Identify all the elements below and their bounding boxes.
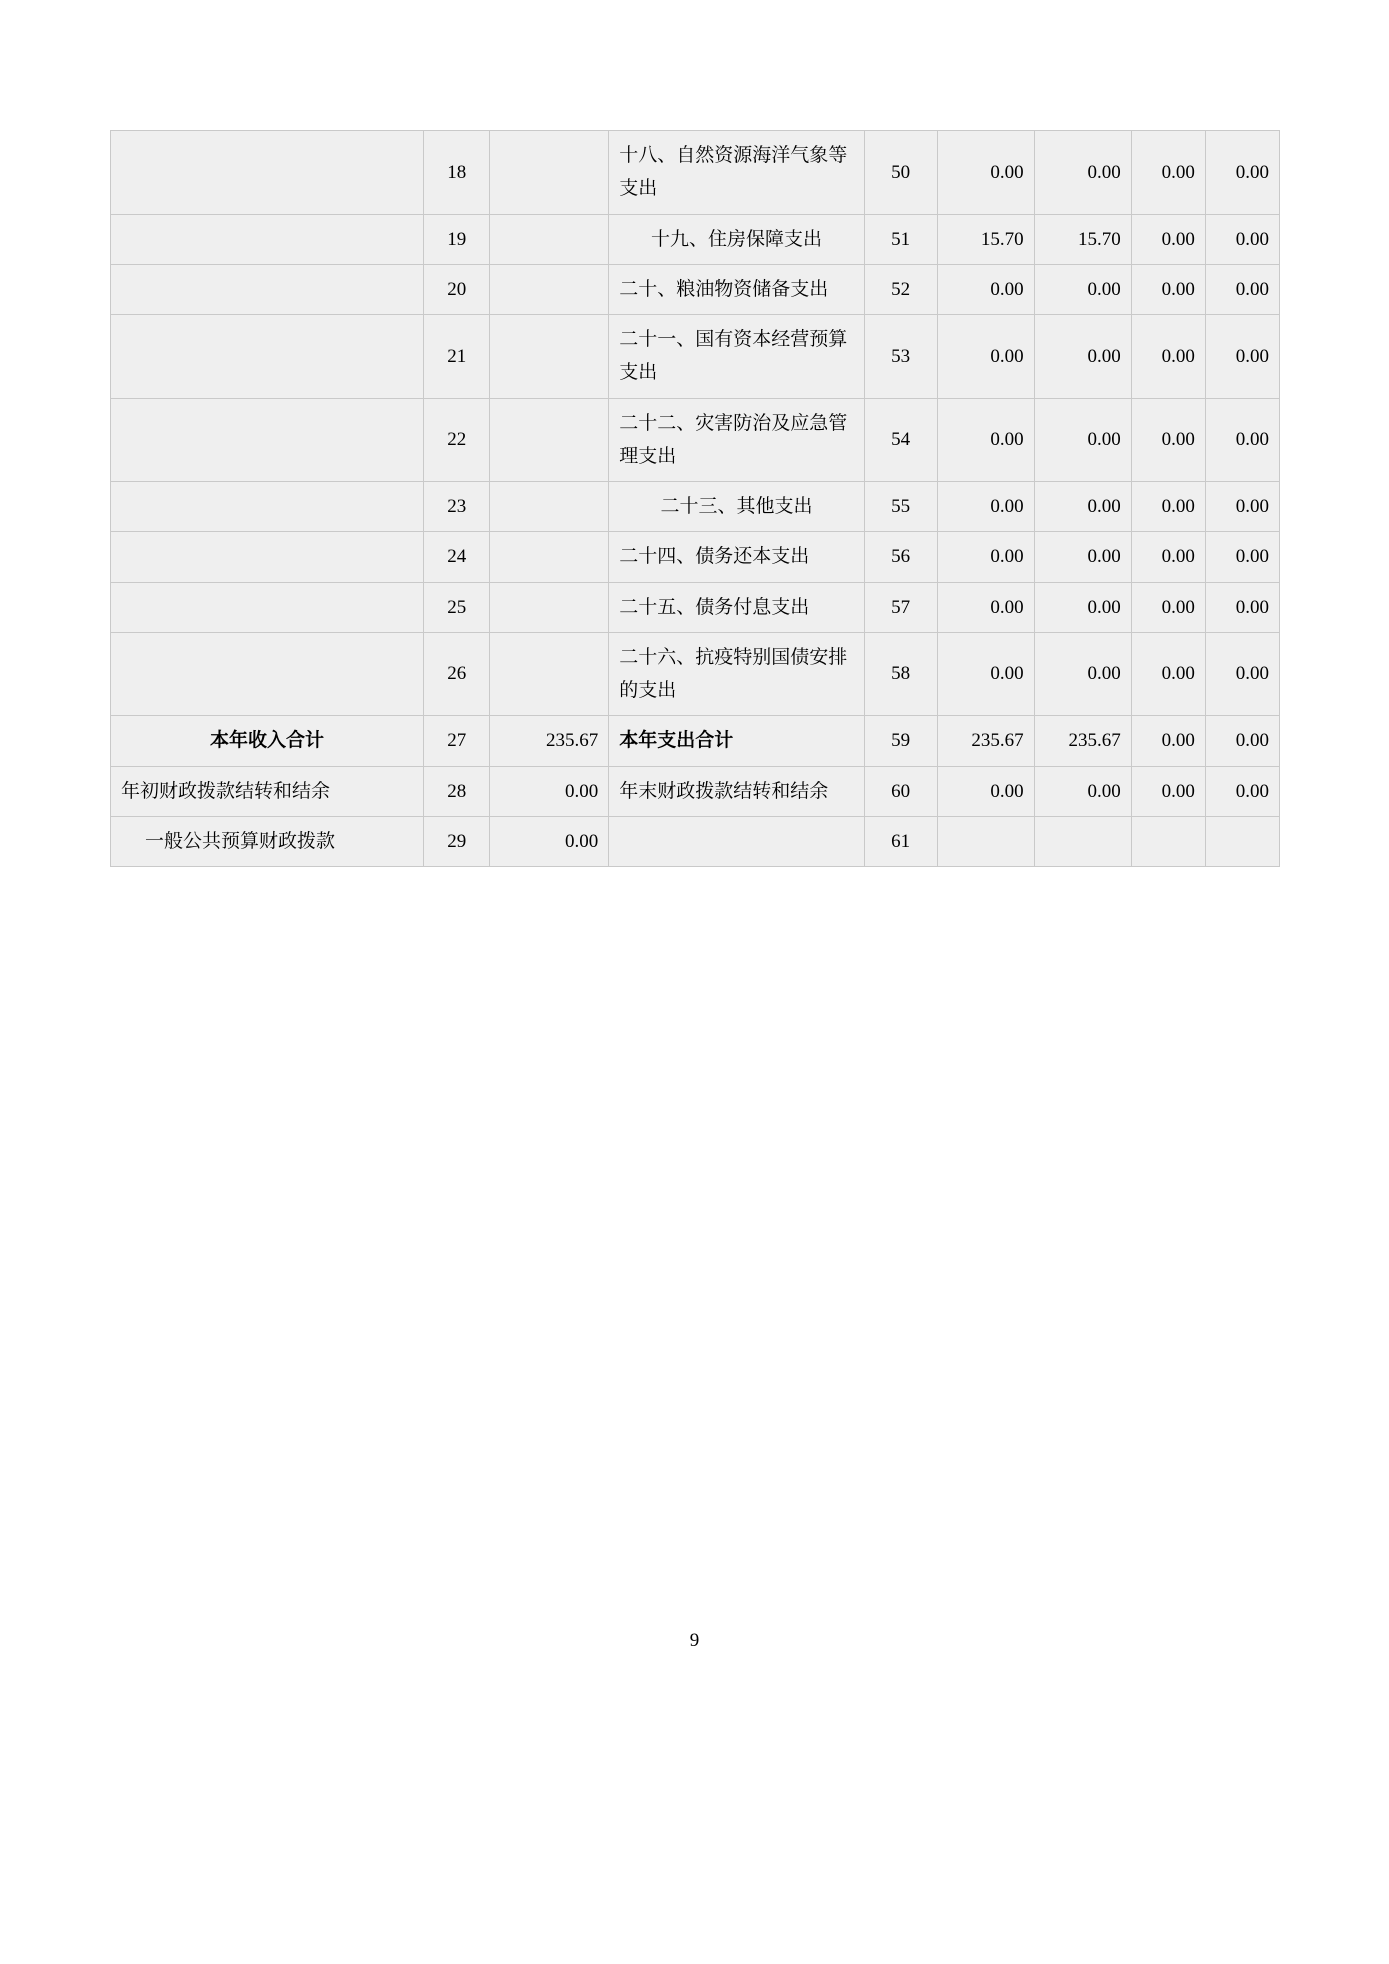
table-row bbox=[111, 766, 1280, 816]
expense-item-number: 56 bbox=[864, 532, 937, 582]
expense-item-number: 50 bbox=[864, 131, 937, 215]
expense-value-4: 0.00 bbox=[1205, 716, 1279, 766]
income-item-number: 20 bbox=[424, 264, 490, 314]
expense-value-1: 0.00 bbox=[937, 398, 1034, 482]
table-row bbox=[111, 632, 1280, 716]
expense-value-3 bbox=[1131, 816, 1205, 866]
income-item-value bbox=[490, 315, 609, 399]
expense-value-2: 0.00 bbox=[1034, 315, 1131, 399]
expense-item-number: 51 bbox=[864, 214, 937, 264]
expense-value-3: 0.00 bbox=[1131, 766, 1205, 816]
expense-item-number: 52 bbox=[864, 264, 937, 314]
table-row bbox=[111, 582, 1280, 632]
expense-value-1: 0.00 bbox=[937, 582, 1034, 632]
expense-value-3: 0.00 bbox=[1131, 214, 1205, 264]
expense-item-name: 二十三、其他支出 bbox=[609, 482, 865, 532]
expense-item-number: 57 bbox=[864, 582, 937, 632]
expense-value-2: 15.70 bbox=[1034, 214, 1131, 264]
expense-item-name: 十九、住房保障支出 bbox=[609, 214, 865, 264]
table-row bbox=[111, 398, 1280, 482]
expense-value-1: 15.70 bbox=[937, 214, 1034, 264]
income-item-name bbox=[111, 632, 424, 716]
expense-total-name: 本年支出合计 bbox=[609, 716, 865, 766]
expense-value-4: 0.00 bbox=[1205, 315, 1279, 399]
expense-item-name: 十八、自然资源海洋气象等支出 bbox=[609, 131, 865, 215]
table-row bbox=[111, 214, 1280, 264]
expense-value-2: 0.00 bbox=[1034, 766, 1131, 816]
expense-item-number: 59 bbox=[864, 716, 937, 766]
expense-value-2: 0.00 bbox=[1034, 398, 1131, 482]
expense-item-number: 55 bbox=[864, 482, 937, 532]
expense-item-name: 二十二、灾害防治及应急管理支出 bbox=[609, 398, 865, 482]
income-item-value bbox=[490, 532, 609, 582]
expense-value-2: 0.00 bbox=[1034, 264, 1131, 314]
expense-value-2: 0.00 bbox=[1034, 582, 1131, 632]
income-item-number: 19 bbox=[424, 214, 490, 264]
expense-value-2: 0.00 bbox=[1034, 632, 1131, 716]
expense-value-2 bbox=[1034, 816, 1131, 866]
income-item-number: 18 bbox=[424, 131, 490, 215]
expense-value-4: 0.00 bbox=[1205, 264, 1279, 314]
expense-value-2: 0.00 bbox=[1034, 482, 1131, 532]
table-row bbox=[111, 264, 1280, 314]
expense-value-1: 0.00 bbox=[937, 131, 1034, 215]
expense-item-number: 53 bbox=[864, 315, 937, 399]
expense-value-1: 0.00 bbox=[937, 632, 1034, 716]
income-item-number: 23 bbox=[424, 482, 490, 532]
income-item-name bbox=[111, 131, 424, 215]
expense-value-1: 235.67 bbox=[937, 716, 1034, 766]
table-row bbox=[111, 482, 1280, 532]
income-item-name bbox=[111, 264, 424, 314]
page-number: 9 bbox=[689, 1630, 700, 1651]
expense-value-4: 0.00 bbox=[1205, 532, 1279, 582]
expense-value-3: 0.00 bbox=[1131, 482, 1205, 532]
income-item-name bbox=[111, 214, 424, 264]
income-item-number: 24 bbox=[424, 532, 490, 582]
income-item-value: 0.00 bbox=[490, 766, 609, 816]
table-row bbox=[111, 532, 1280, 582]
expense-value-3: 0.00 bbox=[1131, 264, 1205, 314]
expense-value-1: 0.00 bbox=[937, 315, 1034, 399]
income-item-value bbox=[490, 264, 609, 314]
income-item-number: 27 bbox=[424, 716, 490, 766]
expense-value-3: 0.00 bbox=[1131, 131, 1205, 215]
expense-item-name: 二十四、债务还本支出 bbox=[609, 532, 865, 582]
expense-item-name: 年末财政拨款结转和结余 bbox=[609, 766, 865, 816]
expense-value-3: 0.00 bbox=[1131, 398, 1205, 482]
expense-value-3: 0.00 bbox=[1131, 532, 1205, 582]
expense-value-2: 0.00 bbox=[1034, 131, 1131, 215]
expense-value-3: 0.00 bbox=[1131, 315, 1205, 399]
expense-value-4 bbox=[1205, 816, 1279, 866]
income-item-value bbox=[490, 214, 609, 264]
expense-item-number: 60 bbox=[864, 766, 937, 816]
income-item-number: 29 bbox=[424, 816, 490, 866]
income-item-number: 22 bbox=[424, 398, 490, 482]
table-row-total bbox=[111, 716, 1280, 766]
expense-value-2: 0.00 bbox=[1034, 532, 1131, 582]
income-item-value bbox=[490, 632, 609, 716]
expense-value-4: 0.00 bbox=[1205, 214, 1279, 264]
income-total-name: 本年收入合计 bbox=[111, 716, 424, 766]
expense-value-1: 0.00 bbox=[937, 482, 1034, 532]
expense-value-1: 0.00 bbox=[937, 264, 1034, 314]
income-item-value bbox=[490, 398, 609, 482]
expense-value-4: 0.00 bbox=[1205, 482, 1279, 532]
expense-value-1: 0.00 bbox=[937, 766, 1034, 816]
expense-value-3: 0.00 bbox=[1131, 582, 1205, 632]
income-item-name bbox=[111, 582, 424, 632]
income-item-name: 年初财政拨款结转和结余 bbox=[111, 766, 424, 816]
budget-table bbox=[110, 130, 1280, 867]
expense-value-4: 0.00 bbox=[1205, 766, 1279, 816]
income-item-name bbox=[111, 398, 424, 482]
income-item-name bbox=[111, 482, 424, 532]
expense-value-2: 235.67 bbox=[1034, 716, 1131, 766]
expense-item-number: 58 bbox=[864, 632, 937, 716]
expense-item-number: 54 bbox=[864, 398, 937, 482]
income-item-name: 一般公共预算财政拨款 bbox=[111, 816, 424, 866]
income-item-value bbox=[490, 482, 609, 532]
expense-value-3: 0.00 bbox=[1131, 716, 1205, 766]
expense-item-name: 二十六、抗疫特别国债安排的支出 bbox=[609, 632, 865, 716]
expense-value-3: 0.00 bbox=[1131, 632, 1205, 716]
income-item-value bbox=[490, 131, 609, 215]
income-item-value: 0.00 bbox=[490, 816, 609, 866]
table-row bbox=[111, 131, 1280, 215]
expense-item-name bbox=[609, 816, 865, 866]
income-item-number: 25 bbox=[424, 582, 490, 632]
expense-item-name: 二十、粮油物资储备支出 bbox=[609, 264, 865, 314]
expense-value-4: 0.00 bbox=[1205, 398, 1279, 482]
expense-value-4: 0.00 bbox=[1205, 131, 1279, 215]
table-row bbox=[111, 315, 1280, 399]
income-total-value: 235.67 bbox=[490, 716, 609, 766]
income-item-number: 26 bbox=[424, 632, 490, 716]
income-item-name bbox=[111, 315, 424, 399]
budget-table-body bbox=[111, 131, 1280, 867]
expense-value-1: 0.00 bbox=[937, 532, 1034, 582]
income-item-number: 28 bbox=[424, 766, 490, 816]
expense-item-number: 61 bbox=[864, 816, 937, 866]
expense-item-name: 二十五、债务付息支出 bbox=[609, 582, 865, 632]
expense-value-4: 0.00 bbox=[1205, 632, 1279, 716]
expense-value-4: 0.00 bbox=[1205, 582, 1279, 632]
income-item-name bbox=[111, 532, 424, 582]
expense-item-name: 二十一、国有资本经营预算支出 bbox=[609, 315, 865, 399]
income-item-number: 21 bbox=[424, 315, 490, 399]
expense-value-1 bbox=[937, 816, 1034, 866]
table-row bbox=[111, 816, 1280, 866]
income-item-value bbox=[490, 582, 609, 632]
